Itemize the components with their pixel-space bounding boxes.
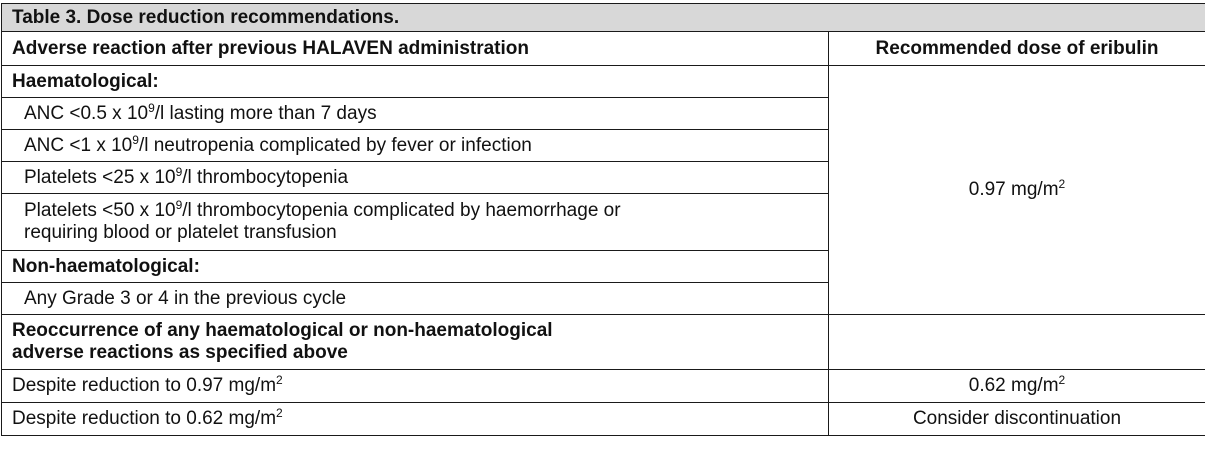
section-haematological: Haematological: <box>2 66 829 98</box>
item-text: /l neutropenia complicated by fever or infection <box>138 134 532 156</box>
dose-cell-first <box>829 66 1205 315</box>
haematological-item <box>2 130 829 162</box>
table-row <box>2 66 1205 98</box>
nonhaematological-item: Any Grade 3 or 4 in the previous cycle <box>2 283 829 315</box>
haematological-item <box>2 98 829 130</box>
item-text: requiring blood or platelet transfusion <box>24 222 337 243</box>
table-title-row <box>2 4 1205 32</box>
dose-superscript: 2 <box>1058 177 1066 191</box>
table-row <box>2 370 1205 403</box>
reduction-dose: Consider discontinuation <box>829 403 1205 436</box>
table-title: Table 3. Dose reduction recommendations. <box>2 4 1205 32</box>
dose-reduction-table <box>1 3 1205 436</box>
item-superscript: 9 <box>132 132 139 147</box>
item-superscript: 9 <box>175 198 183 212</box>
table-header-row <box>2 32 1205 66</box>
table-row <box>2 315 1205 370</box>
item-text: /l thrombocytopenia complicated by haemorrhage or <box>182 200 621 221</box>
haematological-item <box>2 162 829 194</box>
reoccurrence-label <box>2 315 829 370</box>
item-text: Platelets <25 x 10 <box>24 166 176 188</box>
item-text: /l thrombocytopenia <box>182 166 349 188</box>
dose-value: 0.97 mg/m <box>968 179 1059 200</box>
reduction-condition <box>2 403 829 436</box>
reoccurrence-dose-empty <box>829 315 1205 370</box>
reduction-condition <box>2 370 829 403</box>
item-text: ANC <0.5 x 10 <box>24 102 149 124</box>
reoccurrence-text: adverse reactions as specified above <box>12 342 348 363</box>
reduction-dose <box>829 370 1205 403</box>
item-superscript: 9 <box>175 164 183 179</box>
condition-superscript: 2 <box>276 373 283 387</box>
header-recommended-dose: Recommended dose of eribulin <box>829 32 1205 66</box>
condition-text: Despite reduction to 0.62 mg/m <box>12 408 277 429</box>
reoccurrence-text: Reoccurrence of any haematological or non-haematological <box>12 320 553 341</box>
section-nonhaematological: Non-haematological: <box>2 251 829 283</box>
dose-superscript: 2 <box>1058 373 1066 387</box>
item-text: /l lasting more than 7 days <box>154 102 377 124</box>
header-adverse-reaction: Adverse reaction after previous HALAVEN administration <box>2 32 829 66</box>
dose-value: 0.62 mg/m <box>968 375 1059 396</box>
item-text: ANC <1 x 10 <box>24 134 133 156</box>
condition-text: Despite reduction to 0.97 mg/m <box>12 375 277 396</box>
haematological-item <box>2 194 829 251</box>
item-superscript: 9 <box>148 100 155 115</box>
item-text: Platelets <50 x 10 <box>24 200 176 221</box>
condition-superscript: 2 <box>276 406 283 420</box>
table-row <box>2 403 1205 436</box>
